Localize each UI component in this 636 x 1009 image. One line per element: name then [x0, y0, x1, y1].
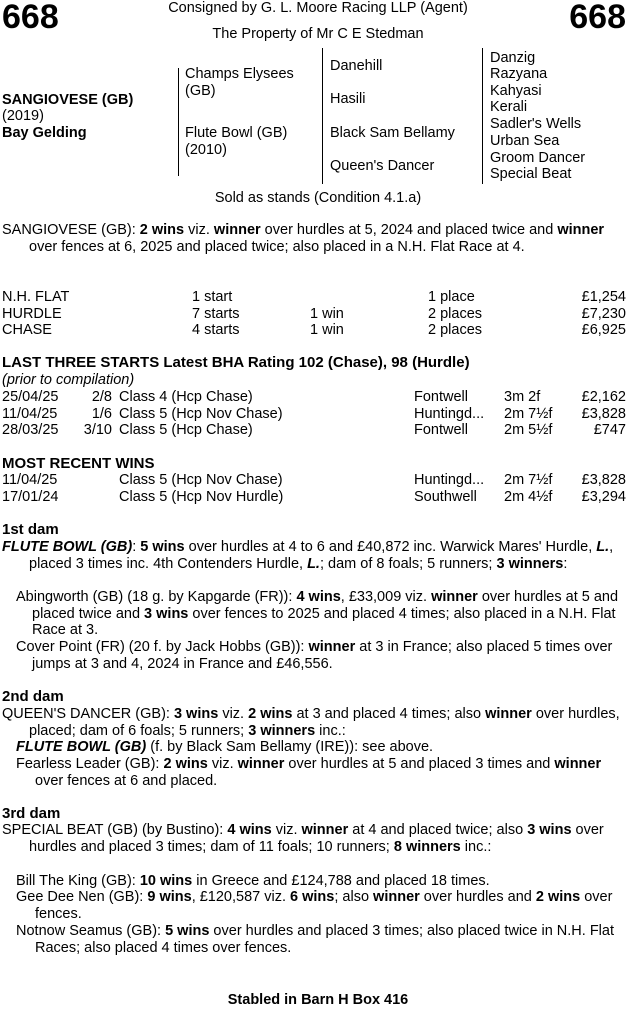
- dam2-foal-flute-bowl: FLUTE BOWL (GB) (f. by Black Sam Bellamy (IRE)): see above.: [16, 739, 434, 755]
- horse-year: (2019): [2, 108, 44, 124]
- dam3-description: SPECIAL BEAT (GB) (by Bustino): 4 wins viz. winner at 4 and placed twice; also 3 wins over hurdles and placed 3 times; dam of 11 foals; 10 runners; 8 winners inc.:: [2, 822, 604, 855]
- last-three-title: LAST THREE STARTS Latest BHA Rating 102 (Chase), 98 (Hurdle): [2, 354, 470, 371]
- last-three-note: (prior to compilation): [2, 372, 135, 388]
- dam1-foal-cover-point: Cover Point (FR) (20 f. by Jack Hobbs (GB)): winner at 3 in France; also placed 5 times over jumps at 3 and 4, 2024 in France and £46,556.: [16, 639, 613, 672]
- dam2-title: 2nd dam: [2, 688, 64, 705]
- dam2-foal-fearless-leader: Fearless Leader (GB): 2 wins viz. winner over hurdles at 5 and placed 3 times and winner over fences at 6 and placed.: [16, 756, 602, 789]
- lot-number-left: 668: [2, 0, 59, 36]
- dam3-title: 3rd dam: [2, 805, 61, 822]
- recent-win-row: 17/01/24 Class 5 (Hcp Nov Hurdle) Southwell 2m 4½f £3,294: [2, 489, 626, 505]
- pedigree-dam: Flute Bowl (GB) (2010): [185, 125, 288, 158]
- pedigree-dam-dam: Queen's Dancer: [330, 158, 435, 174]
- dam1-description: FLUTE BOWL (GB): 5 wins over hurdles at 4 to 6 and £40,872 inc. Warwick Mares' Hurdle, L., placed 3 times inc. 4th Contenders Hurdle, L.; dam of 8 foals; 5 runners; 3 winners:: [2, 539, 614, 572]
- dam3-foal-notnow-seamus: Notnow Seamus (GB): 5 wins over hurdles and placed 3 times; also placed twice in N.H. Flat Races; also placed 4 times over fences.: [16, 923, 614, 956]
- pedigree-line-1: [178, 68, 179, 176]
- lot-number-right: 668: [569, 0, 626, 36]
- pedigree-line-3: [482, 48, 483, 184]
- sale-condition: Sold as stands (Condition 4.1.a): [214, 190, 422, 206]
- record-row: HURDLE 7 starts 1 win 2 places £7,230: [2, 306, 626, 322]
- pedigree-g5: Sadler's Wells: [490, 116, 582, 132]
- horse-name: SANGIOVESE (GB): [2, 92, 134, 108]
- pedigree-g8: Special Beat: [490, 166, 572, 182]
- last-start-row: 28/03/25 3/10 Class 5 (Hcp Chase) Fontwell 2m 5½f £747: [2, 422, 626, 438]
- pedigree-g2: Razyana: [490, 66, 548, 82]
- dam3-foal-bill-the-king: Bill The King (GB): 10 wins in Greece and £124,788 and placed 18 times.: [16, 873, 490, 889]
- dam3-foal-gee-dee-nen: Gee Dee Nen (GB): 9 wins, £120,587 viz. 6 wins; also winner over hurdles and 2 wins over fences.: [16, 889, 613, 922]
- stabling-info: Stabled in Barn H Box 416: [227, 992, 409, 1008]
- last-start-row: 11/04/25 1/6 Class 5 (Hcp Nov Chase) Huntingd... 2m 7½f £3,828: [2, 406, 626, 422]
- recent-wins-title: MOST RECENT WINS: [2, 455, 155, 472]
- pedigree-sire: Champs Elysees (GB): [185, 66, 294, 99]
- pedigree-sire-sire: Danehill: [330, 58, 383, 74]
- recent-win-row: 11/04/25 Class 5 (Hcp Nov Chase) Huntingd... 2m 7½f £3,828: [2, 472, 626, 488]
- dam2-description: QUEEN'S DANCER (GB): 3 wins viz. 2 wins at 3 and placed 4 times; also winner over hurdles, placed; dam of 6 foals; 5 runners; 3 winners inc.:: [2, 706, 620, 739]
- last-start-row: 25/04/25 2/8 Class 4 (Hcp Chase) Fontwell 3m 2f £2,162: [2, 389, 626, 405]
- owner: The Property of Mr C E Stedman: [212, 26, 424, 42]
- pedigree-g6: Urban Sea: [490, 133, 560, 149]
- pedigree-g3: Kahyasi: [490, 83, 542, 99]
- dam1-foal-abingworth: Abingworth (GB) (18 g. by Kapgarde (FR)): 4 wins, £33,009 viz. winner over hurdles at 5 and placed twice and 3 wins over fences to 2025 and placed 4 times; also placed in a N.H. Flat Race at 3.: [16, 589, 619, 638]
- pedigree-g4: Kerali: [490, 99, 528, 115]
- pedigree-g1: Danzig: [490, 50, 536, 66]
- dam1-title: 1st dam: [2, 521, 59, 538]
- pedigree-line-2: [322, 48, 323, 184]
- pedigree-dam-sire: Black Sam Bellamy: [330, 125, 455, 141]
- record-row: CHASE 4 starts 1 win 2 places £6,925: [2, 322, 626, 338]
- record-row: N.H. FLAT 1 start 1 place £1,254: [2, 289, 626, 305]
- horse-summary: SANGIOVESE (GB): 2 wins viz. winner over hurdles at 5, 2024 and placed twice and winner over fences at 6, 2025 and placed twice; also placed in a N.H. Flat Race at 4.: [2, 222, 605, 255]
- horse-sex: Bay Gelding: [2, 125, 87, 141]
- pedigree-g7: Groom Dancer: [490, 150, 586, 166]
- consignor: Consigned by G. L. Moore Racing LLP (Agent): [168, 0, 468, 16]
- pedigree-sire-dam: Hasili: [330, 91, 366, 107]
